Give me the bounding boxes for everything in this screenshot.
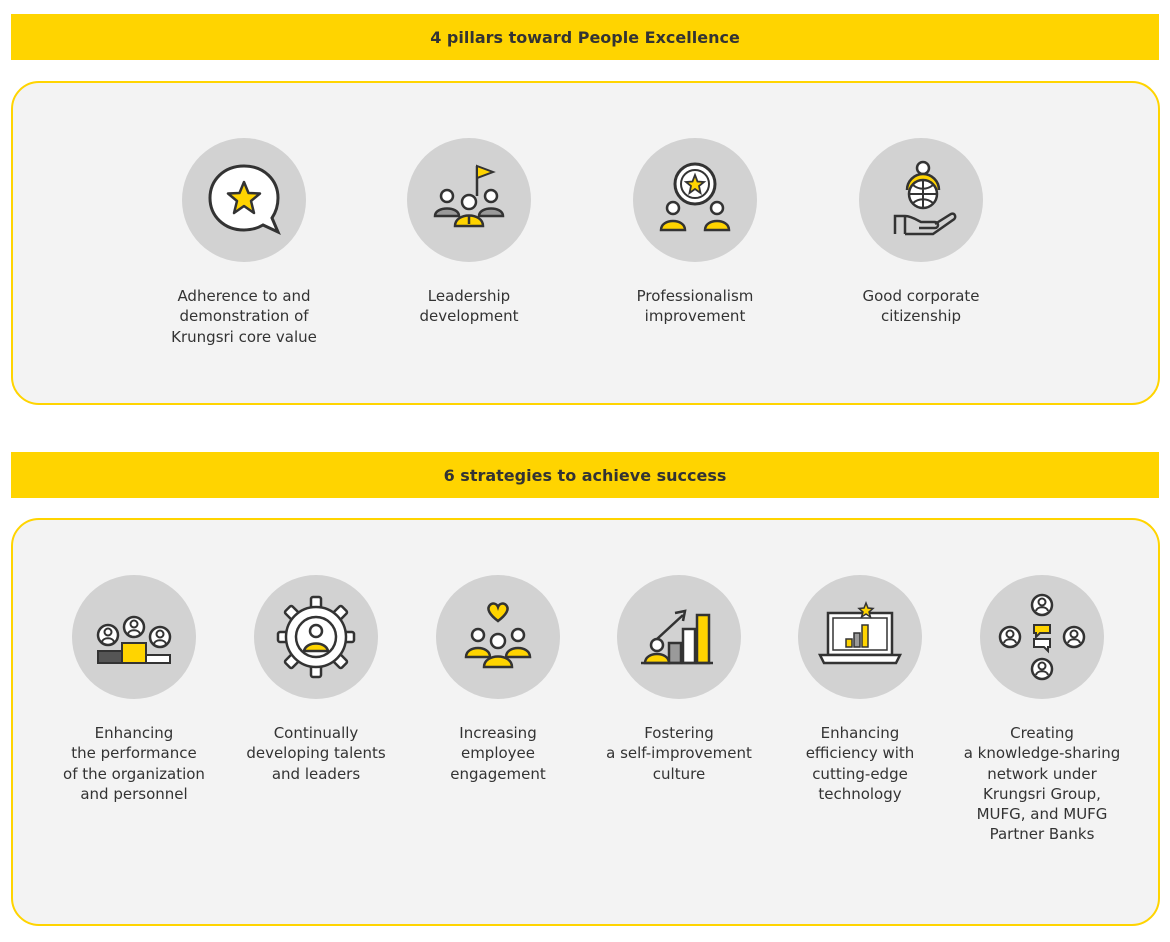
pillars-panel: [11, 81, 1160, 405]
strategy-label: Enhancing the performance of the organization and personnel: [63, 724, 205, 803]
podium-people-icon: [72, 575, 196, 699]
strategies-banner: [11, 452, 1159, 498]
hand-globe-person-icon: [859, 138, 983, 262]
pillar-label: Professionalism improvement: [636, 287, 754, 326]
pillar-label: Good corporate citizenship: [862, 287, 980, 326]
laptop-chart-icon: [798, 575, 922, 699]
gear-person-icon: [254, 575, 378, 699]
network-people-icon: [980, 575, 1104, 699]
pillars-title: 4 pillars toward People Excellence: [430, 27, 740, 47]
team-flag-icon: [407, 138, 531, 262]
pillars-banner: [11, 14, 1159, 60]
star-badge-people-icon: [633, 138, 757, 262]
heart-group-icon: [436, 575, 560, 699]
strategies-title: 6 strategies to achieve success: [443, 465, 727, 485]
strategy-label: Enhancing efficiency with cutting-edge technology: [805, 724, 915, 803]
strategy-label: Continually developing talents and leaders: [246, 724, 386, 783]
pillar-label: Leadership development: [419, 287, 519, 326]
star-speech-bubble-icon: [182, 138, 306, 262]
strategy-label: Increasing employee engagement: [450, 724, 546, 783]
growth-chart-person-icon: [617, 575, 741, 699]
strategy-label: Fostering a self-improvement culture: [606, 724, 752, 783]
strategy-label: Creating a knowledge-sharing network under Krungsri Group, MUFG, and MUFG Partner Banks: [963, 724, 1121, 844]
strategies-panel: [11, 518, 1160, 926]
pillar-label: Adherence to and demonstration of Krungsri core value: [171, 287, 317, 346]
